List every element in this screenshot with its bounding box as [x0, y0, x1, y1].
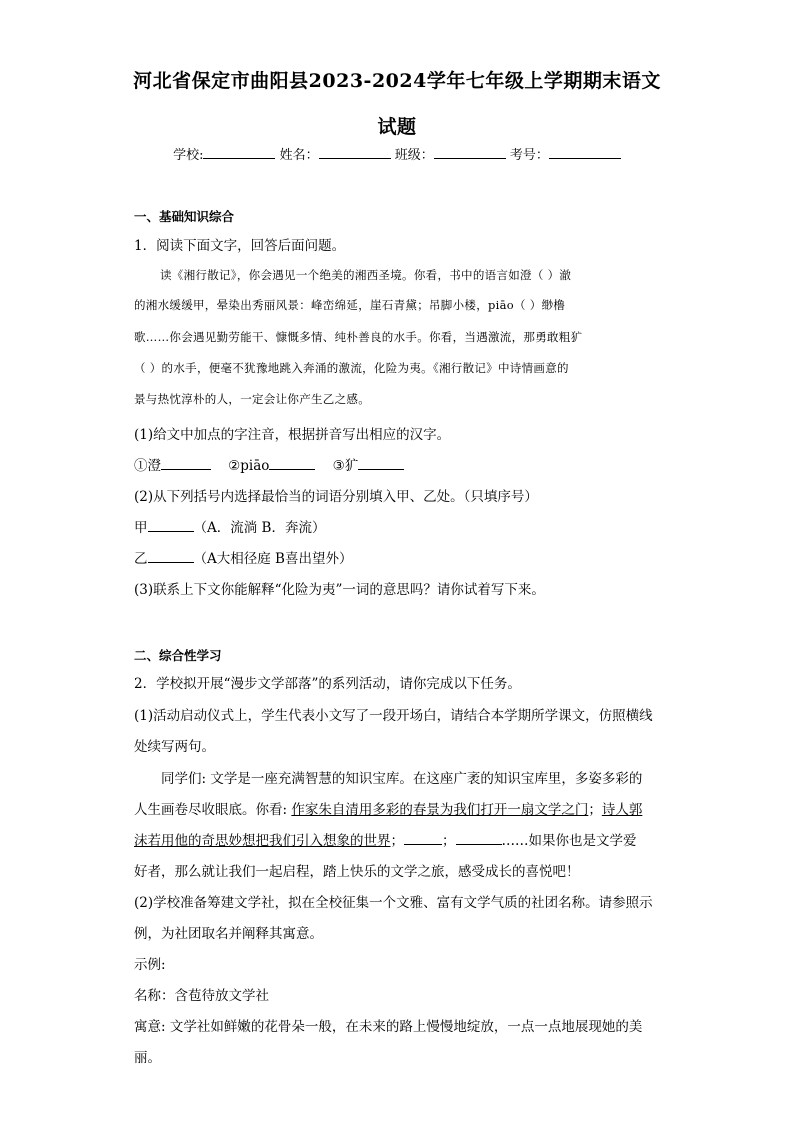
q2-sub2-a: (2)学校准备筹建文学社，拟在全校征集一个文雅、富有文学气质的社团名称。请参照示: [134, 895, 653, 911]
school-label: 学校:: [173, 148, 204, 163]
item-piao: ②piāo: [228, 458, 270, 474]
passage-line: 景与热忱淳朴的人，一定会让你产生乙之感。: [134, 392, 370, 406]
yi-label: 乙: [134, 551, 148, 567]
answer-blank[interactable]: [161, 457, 211, 470]
q2-sub1-a: (1)活动启动仪式上，学生代表小文写了一段开场白，请结合本学期所学课文，仿照横线: [134, 708, 653, 724]
jia-row: [134, 516, 325, 536]
opening-para-b: [134, 798, 642, 818]
continuation-blank-2[interactable]: [456, 832, 502, 845]
jia-blank[interactable]: [148, 519, 194, 532]
para-text: ；: [588, 802, 602, 818]
number-blank[interactable]: [549, 146, 621, 159]
para-text: 人生画卷尽收眼底。你看:: [134, 802, 292, 818]
question2-prompt: 2．学校拟开展“漫步文学部落”的系列活动，请你完成以下任务。: [134, 676, 521, 692]
yi-blank[interactable]: [148, 550, 194, 563]
section2-heading: 二、综合性学习: [134, 648, 222, 663]
passage-line: 歌……你会遇见勤劳能干、慷慨多情、纯朴善良的水手。你看，当遇激流，那勇敢粗犷: [134, 330, 583, 344]
passage-line: 读《湘行散记》，你会遇见一个绝美的湘西圣境。你看，书中的语言如澄（ ）澈: [160, 268, 572, 282]
para-text: ……如果你也是文学爱: [501, 833, 637, 849]
jia-options: （A．流淌 B．奔流）: [193, 520, 326, 536]
item-guang: ③犷: [332, 458, 359, 474]
continuation-blank-1[interactable]: [404, 832, 442, 845]
q1-sub2: (2)从下列括号内选择最恰当的词语分别填入甲、乙处。（只填序号）: [134, 489, 538, 505]
example-sentence-2-start: 诗人郭: [601, 802, 643, 818]
yi-options: （A大相径庭 B喜出望外）: [193, 551, 353, 567]
answer-blank[interactable]: [358, 457, 404, 470]
example-meaning-b: 丽。: [134, 1050, 161, 1066]
passage-line: 的湘水缓缓甲，晕染出秀丽风景：峰峦绵延，崖石青黛；吊脚小楼，piāo（ ）缈橹: [134, 298, 566, 312]
example-sentence-2-end: 沫若用他的奇思妙想把我们引入想象的世界: [134, 833, 391, 849]
para-text: ；: [390, 833, 404, 849]
para-text: ；: [442, 833, 456, 849]
q1-sub1-items: [134, 454, 404, 474]
example-name: 名称：含苞待放文学社: [134, 988, 269, 1004]
answer-blank[interactable]: [269, 457, 315, 470]
class-label: 班级：: [394, 148, 434, 163]
example-sentence-1: 作家朱自清用多彩的春景为我们打开一扇文学之门: [291, 802, 589, 818]
name-blank[interactable]: [319, 146, 391, 159]
q2-sub1-b: 处续写两句。: [134, 739, 215, 755]
name-label: 姓名：: [279, 148, 319, 163]
question1-prompt: 1．阅读下面文字，回答后面问题。: [134, 238, 346, 254]
school-blank[interactable]: [203, 146, 275, 159]
exam-title-line1: 河北省保定市曲阳县2023-2024学年七年级上学期期末语文: [133, 70, 661, 92]
student-info-row: [0, 144, 794, 163]
exam-title-line2: 试题: [377, 116, 417, 138]
number-label: 考号：: [509, 148, 549, 163]
class-blank[interactable]: [434, 146, 506, 159]
item-cheng: ①澄: [134, 458, 161, 474]
example-label: 示例:: [134, 957, 166, 973]
q1-sub3: (3)联系上下文你能解释“化险为夷”一词的意思吗？请你试着写下来。: [134, 582, 545, 598]
opening-para-c: [134, 829, 637, 849]
passage-line: （ ）的水手，便毫不犹豫地跳入奔涌的激流，化险为夷。《湘行散记》中诗情画意的: [134, 361, 569, 375]
section1-heading: 一、基础知识综合: [134, 209, 235, 224]
q2-sub2-b: 例，为社团取名并阐释其寓意。: [134, 926, 323, 942]
example-meaning-a: 寓意: 文学社如鲜嫩的花骨朵一般，在未来的路上慢慢地绽放，一点一点地展现她的美: [134, 1019, 643, 1035]
jia-label: 甲: [134, 520, 148, 536]
opening-para-a: 同学们: 文学是一座充满智慧的知识宝库。在这座广袤的知识宝库里，多姿多彩的: [161, 771, 643, 787]
q1-sub1: (1)给文中加点的字注音，根据拼音写出相应的汉字。: [134, 427, 451, 443]
yi-row: [134, 547, 352, 567]
opening-para-d: 好者，那么就让我们一起启程，踏上快乐的文学之旅，感受成长的喜悦吧！: [134, 864, 580, 880]
